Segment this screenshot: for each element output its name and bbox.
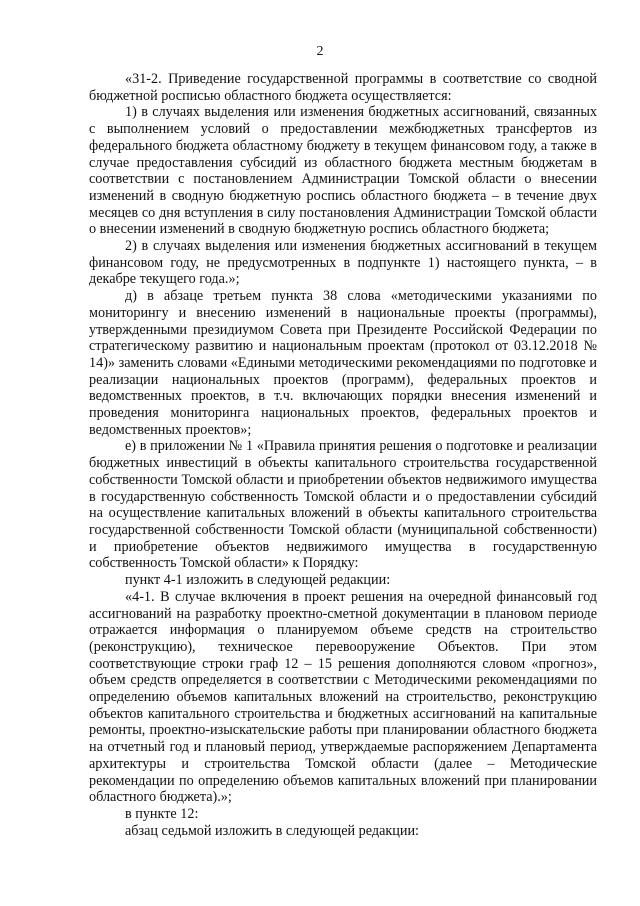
paragraph-subitem-1: 1) в случаях выделения или изменения бюджетных ассигнований, связанных с выполнением условий о предоставлении межбюджетных трансфертов из федерального бюджета областному бюджету в текущем финансовом году, а также в случае предоставления субсидий из областного бюджета местным бюджетам в соответствии с постановлением Администрации Томской области о внесении изменений в сводную бюджетную роспись областного бюджета – в течение двух месяцев со дня вступления в силу постановления Администрации Томской области о внесении изменений в сводную бюджетную роспись областного бюджета; [89,104,597,238]
paragraph-seventh-abzac: абзац седьмой изложить в следующей редакции: [125,822,420,839]
paragraph-subitem-2: 2) в случаях выделения или изменения бюджетных ассигнований в текущем финансовом году, не предусмотренных в подпункте 1) настоящего пункта, – в декабре текущего года.»; [89,238,597,288]
paragraph-point-4-1: «4-1. В случае включения в проект решения на очередной финансовый год ассигнований на разработку проектно-сметной документации в плановом периоде отражается информация о планируемом объеме средств на строительство (реконструкцию), техническое перевооружение Объектов. При этом соответствующие строки граф 12 – 15 решения дополняются словом «прогноз», объем средств определяется в соответствии с Методическими рекомендациями по определению объемов капитальных вложений на строительство, реконструкцию объектов капитального строительства и бюджетных ассигнований на капитальные ремонты, проектно-изыскательские работы при планировании областного бюджета на отчетный год и плановый период, утверждаемые распоряжением Департамента архитектуры и строительства Томской области (далее – Методические рекомендации по определению объемов капитальных вложений при планировании областного бюджета).»; [89,588,597,806]
paragraph-31-2: «31-2. Приведение государственной программы в соответствие со сводной бюджетной росписью областного бюджета осуществляется: [89,71,597,104]
paragraph-item-d: д) в абзаце третьем пункта 38 слова «методическими указаниями по мониторингу и внесению изменений в национальные проекты (программы), утвержденными президиумом Совета при Президенте Российской Федерации по стратегическому развитию и национальным проектам (протокол от 03.12.2018 № 14)» заменить словами «Едиными методическими рекомендациями по подготовке и реализации национальных проектов (программ), федеральных проектов и ведомственных проектов, в т.ч. включающих порядки внесения изменений и проведения мониторинга национальных проектов, федеральных проектов и ведомственных проектов»; [89,288,597,438]
paragraph-item-e: е) в приложении № 1 «Правила принятия решения о подготовке и реализации бюджетных инвестиций в объекты капитального строительства государственной собственности Томской области и приобретении объектов недвижимого имущества в государственную собственность Томской области и о предоставлении субсидий на осуществление капитальных вложений в объекты капитального строительства государственной собственности Томской области (муниципальной собственности) и приобретение объектов недвижимого имущества в государственную собственность Томской области» к Порядку: [89,438,597,572]
document-body [89,71,597,839]
paragraph-point-12: в пункте 12: [125,805,199,822]
page-number: 2 [316,44,324,59]
paragraph-point-4-1-intro: пункт 4-1 изложить в следующей редакции: [125,572,391,589]
